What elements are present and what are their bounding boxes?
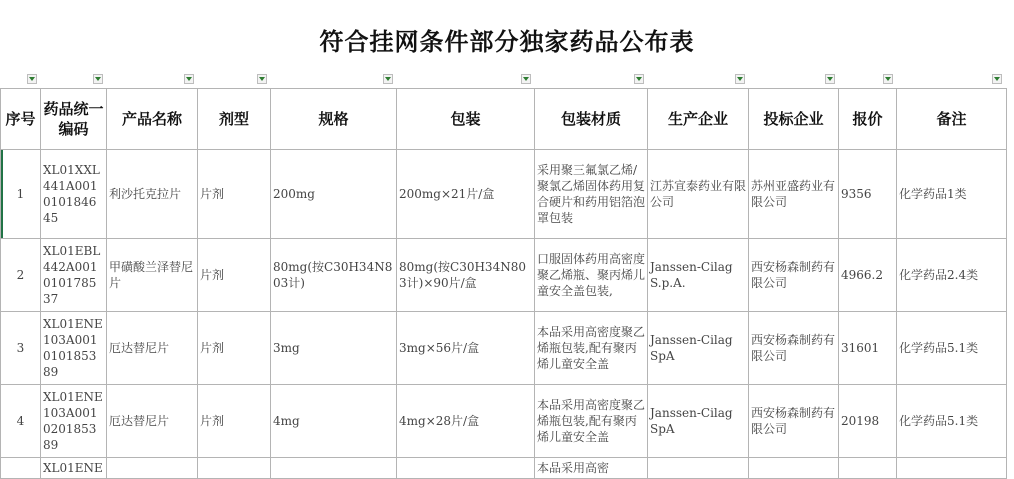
header-cell[interactable]: 投标企业 xyxy=(749,89,839,150)
table-row xyxy=(1,239,1007,312)
filter-dropdown-icon[interactable] xyxy=(383,74,393,84)
bidder-cell[interactable] xyxy=(749,458,839,479)
header-cell[interactable]: 剂型 xyxy=(198,89,271,150)
package-material-cell[interactable]: 本品采用高密 xyxy=(535,458,648,479)
price-cell[interactable]: 4966.2 xyxy=(839,239,897,312)
package-cell[interactable]: 3mg×56片/盒 xyxy=(397,312,535,385)
table-row xyxy=(1,385,1007,458)
header-cell[interactable]: 备注 xyxy=(897,89,1007,150)
header-cell[interactable]: 序号 xyxy=(1,89,41,150)
filter-dropdown-icon[interactable] xyxy=(992,74,1002,84)
product-name-cell[interactable]: 利沙托克拉片 xyxy=(107,150,198,239)
note-cell[interactable]: 化学药品2.4类 xyxy=(897,239,1007,312)
package-cell[interactable]: 80mg(按C30H34N803计)×90片/盒 xyxy=(397,239,535,312)
note-cell[interactable]: 化学药品1类 xyxy=(897,150,1007,239)
filter-dropdown-icon[interactable] xyxy=(521,74,531,84)
header-cell[interactable]: 规格 xyxy=(271,89,397,150)
spec-cell[interactable]: 4mg xyxy=(271,385,397,458)
spec-cell[interactable]: 80mg(按C30H34N803计) xyxy=(271,239,397,312)
price-cell[interactable] xyxy=(839,458,897,479)
package-material-cell[interactable]: 本品采用高密度聚乙烯瓶包装,配有聚丙烯儿童安全盖 xyxy=(535,385,648,458)
filter-dropdown-icon[interactable] xyxy=(184,74,194,84)
filter-dropdown-icon[interactable] xyxy=(634,74,644,84)
table-row xyxy=(1,458,1007,479)
product-name-cell[interactable]: 厄达替尼片 xyxy=(107,312,198,385)
bidder-cell[interactable]: 苏州亚盛药业有限公司 xyxy=(749,150,839,239)
drug-code-cell[interactable]: XL01ENE xyxy=(41,458,107,479)
package-cell[interactable]: 200mg×21片/盒 xyxy=(397,150,535,239)
filter-dropdown-icon[interactable] xyxy=(735,74,745,84)
product-name-cell[interactable]: 厄达替尼片 xyxy=(107,385,198,458)
manufacturer-cell[interactable]: 江苏宣泰药业有限公司 xyxy=(648,150,749,239)
package-material-cell[interactable]: 口服固体药用高密度聚乙烯瓶、聚丙烯儿童安全盖包装, xyxy=(535,239,648,312)
dosage-form-cell[interactable]: 片剂 xyxy=(198,312,271,385)
spec-cell[interactable]: 200mg xyxy=(271,150,397,239)
note-cell[interactable]: 化学药品5.1类 xyxy=(897,385,1007,458)
manufacturer-cell[interactable]: Janssen-Cilag S.p.A. xyxy=(648,239,749,312)
manufacturer-cell[interactable]: Janssen-Cilag SpA xyxy=(648,312,749,385)
package-cell[interactable]: 4mg×28片/盒 xyxy=(397,385,535,458)
filter-dropdown-icon[interactable] xyxy=(93,74,103,84)
header-cell[interactable]: 报价 xyxy=(839,89,897,150)
drug-table xyxy=(0,88,1007,479)
dosage-form-cell[interactable]: 片剂 xyxy=(198,150,271,239)
header-cell[interactable]: 包装 xyxy=(397,89,535,150)
drug-code-cell[interactable]: XL01ENE103A0010201853 89 xyxy=(41,385,107,458)
row-number-cell[interactable]: 4 xyxy=(1,385,41,458)
filter-dropdown-icon[interactable] xyxy=(27,74,37,84)
drug-code-cell[interactable]: XL01ENE103A0010101853 89 xyxy=(41,312,107,385)
row-number-cell[interactable]: 3 xyxy=(1,312,41,385)
spec-cell[interactable] xyxy=(271,458,397,479)
package-cell[interactable] xyxy=(397,458,535,479)
price-cell[interactable]: 9356 xyxy=(839,150,897,239)
header-row xyxy=(1,89,1007,150)
bidder-cell[interactable]: 西安杨森制药有限公司 xyxy=(749,239,839,312)
filter-dropdown-icon[interactable] xyxy=(883,74,893,84)
drug-code-cell[interactable]: XL01EBL442A0010101785 37 xyxy=(41,239,107,312)
dosage-form-cell[interactable]: 片剂 xyxy=(198,239,271,312)
header-cell[interactable]: 包装材质 xyxy=(535,89,648,150)
table-row xyxy=(1,150,1007,239)
price-cell[interactable]: 31601 xyxy=(839,312,897,385)
sheet-title: 符合挂网条件部分独家药品公布表 xyxy=(319,28,695,56)
header-cell[interactable]: 产品名称 xyxy=(107,89,198,150)
table-row xyxy=(1,312,1007,385)
filter-dropdown-icon[interactable] xyxy=(825,74,835,84)
filter-row xyxy=(0,72,1014,88)
price-cell[interactable]: 20198 xyxy=(839,385,897,458)
bidder-cell[interactable]: 西安杨森制药有限公司 xyxy=(749,312,839,385)
product-name-cell[interactable] xyxy=(107,458,198,479)
manufacturer-cell[interactable] xyxy=(648,458,749,479)
row-number-cell[interactable] xyxy=(1,458,41,479)
dosage-form-cell[interactable]: 片剂 xyxy=(198,385,271,458)
filter-dropdown-icon[interactable] xyxy=(257,74,267,84)
dosage-form-cell[interactable] xyxy=(198,458,271,479)
spec-cell[interactable]: 3mg xyxy=(271,312,397,385)
note-cell[interactable] xyxy=(897,458,1007,479)
row-number-cell[interactable]: 1 xyxy=(1,150,41,239)
header-cell[interactable]: 生产企业 xyxy=(648,89,749,150)
package-material-cell[interactable]: 采用聚三氟氯乙烯/聚氯乙烯固体药用复合硬片和药用铝箔泡罩包装 xyxy=(535,150,648,239)
row-number-cell[interactable]: 2 xyxy=(1,239,41,312)
product-name-cell[interactable]: 甲磺酸兰泽替尼片 xyxy=(107,239,198,312)
package-material-cell[interactable]: 本品采用高密度聚乙烯瓶包装,配有聚丙烯儿童安全盖 xyxy=(535,312,648,385)
manufacturer-cell[interactable]: Janssen-Cilag SpA xyxy=(648,385,749,458)
bidder-cell[interactable]: 西安杨森制药有限公司 xyxy=(749,385,839,458)
note-cell[interactable]: 化学药品5.1类 xyxy=(897,312,1007,385)
header-cell[interactable]: 药品统一编码 xyxy=(41,89,107,150)
drug-code-cell[interactable]: XL01XXL441A0010101846 45 xyxy=(41,150,107,239)
